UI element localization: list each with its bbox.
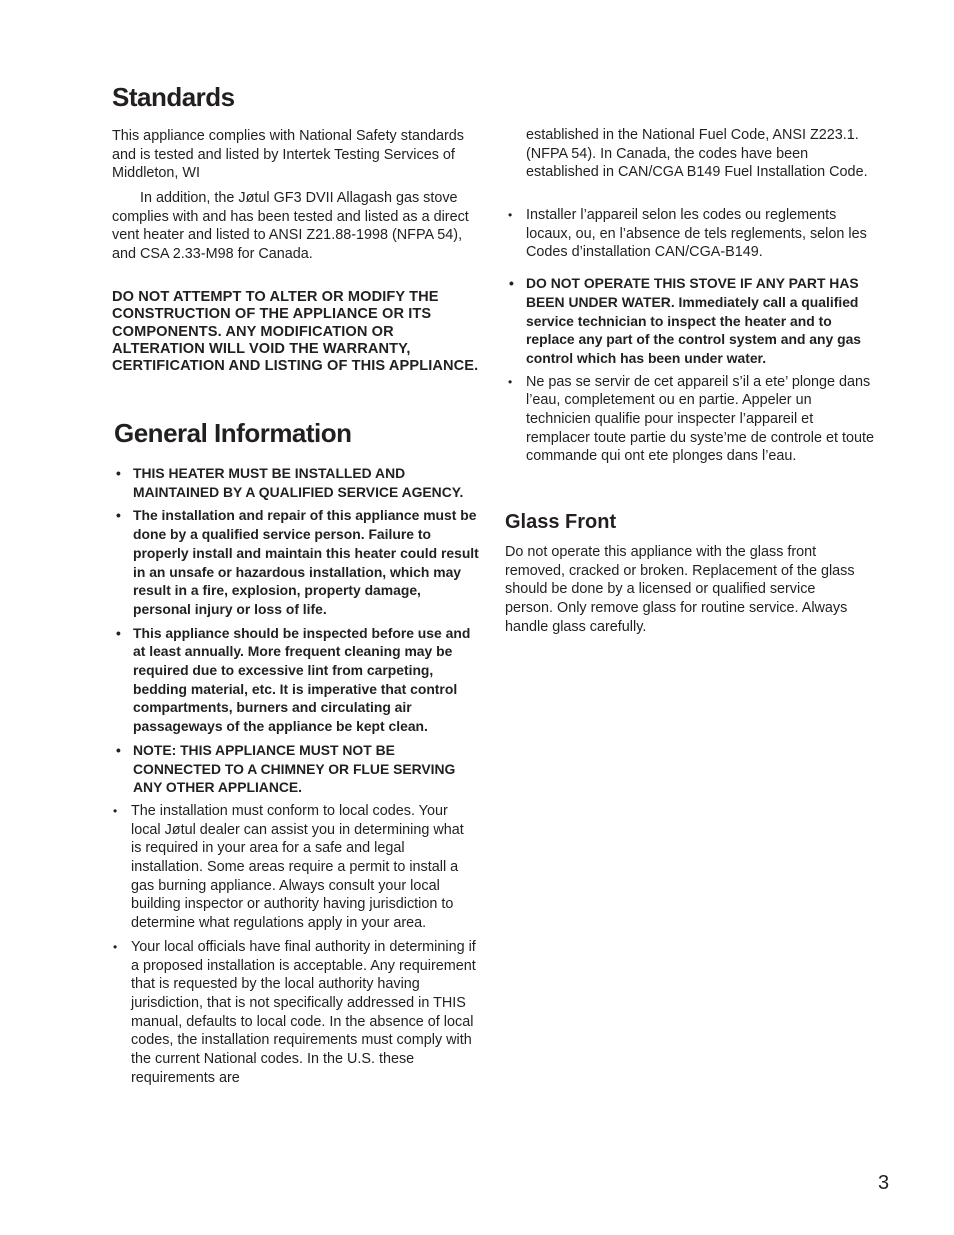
standards-paragraph-1: This appliance complies with National Safety standards and is tested and listed by Intertek Testing Services of Middleton, WI <box>112 128 464 182</box>
modification-warning: DO NOT ATTEMPT TO ALTER OR MODIFY THE CONSTRUCTION OF THE APPLIANCE OR ITS COMPONENTS. ANY MODIFICATION OR ALTERATION WILL VOID THE WARRANTY, CERTIFICATION AND LISTING OF THIS APPLIANCE. <box>112 289 479 375</box>
standards-heading: Standards <box>112 82 235 112</box>
bullet-icon: • <box>116 624 121 641</box>
list-item-text: The installation must conform to local codes. Your local Jøtul dealer can assist you in determining what is required in your area for a safe and legal installation. Some areas require a permit to install a gas burning appliance. Always consult your local building inspector or authority having jurisdiction to determine what regulations apply in your area. <box>131 802 464 932</box>
list-item-text: The installation and repair of this appliance must be done by a qualified service person. Failure to properly install and maintain this heater could result in an unsafe or hazardous installation, which may result in a fire, explosion, property damage, personal injury or loss of life. <box>133 507 479 617</box>
bullet-icon: • <box>508 208 513 222</box>
list-item <box>509 274 876 368</box>
standards-paragraph-2 <box>112 189 480 264</box>
general-information-list-continued <box>508 206 876 471</box>
list-item <box>116 506 480 618</box>
general-information-heading: General Information <box>114 418 352 448</box>
glass-front-paragraph: Do not operate this appliance with the glass front removed, cracked or broken. Replacement of the glass should be done by a licensed or qualified service person. Only remove glass for routine service. Always handle glass carefully. <box>505 544 855 635</box>
bullet-icon: • <box>116 465 121 481</box>
list-item-continuation: established in the National Fuel Code, ANSI Z223.1.(NFPA 54). In Canada, the codes have been established in CAN/CGA B149 Fuel Installation Code. <box>526 127 868 181</box>
bullet-icon: • <box>116 741 121 758</box>
bullet-icon: • <box>508 374 513 389</box>
list-item-text: This appliance should be inspected before use and at least annually. More frequent cleaning may be required due to excessive lint from carpeting, bedding material, etc. It is imperative that control compartments, burners and circulating air passageways of the appliance be kept clean. <box>133 624 471 735</box>
list-item-text: DO NOT OPERATE THIS STOVE IF ANY PART HAS BEEN UNDER WATER. Immediately call a qualified service technician to inspect the heater and to replace any part of the control system and any gas control which has been under water. <box>526 275 862 366</box>
general-information-list <box>113 464 480 1093</box>
list-item-text: Ne pas se servir de cet appareil s’il a ete’ plonge dans l’eau, completement ou en partie. Appeler un technicien qualifie pour inspecter l’appareil et remplacer toute partie du syste’me de controle et toute commande qui ont ete plonges dans l’eau. <box>526 373 874 465</box>
bullet-icon: • <box>113 939 118 954</box>
bullet-icon: • <box>509 275 514 292</box>
glass-front-heading: Glass Front <box>505 511 617 533</box>
list-item-text: Your local officials have final authority in determining if a proposed installation is acceptable. Any requirement that is requested by the local authority having jurisdiction, that is not specifically addressed in THIS manual, defaults to local code. In the absence of local codes, the installation requirements must comply with the current National codes. In the U.S. these requirements are <box>131 938 476 1086</box>
list-item-text: NOTE: THIS APPLIANCE MUST NOT BE CONNECTED TO A CHIMNEY OR FLUE SERVING ANY OTHER APPLIANCE. <box>133 741 456 796</box>
list-item <box>508 206 876 262</box>
list-item <box>508 373 876 467</box>
list-item <box>113 938 478 1088</box>
standards-paragraph-2-text: In addition, the Jøtul GF3 DVII Allagash gas stove complies with and has been tested and listed as a direct vent heater and listed to ANSI Z21.88-1998 (NFPA 54), and CSA 2.33-M98 for Canada. <box>112 190 469 263</box>
list-item-text: Installer l’appareil selon les codes ou reglements locaux, ou, en l’absence de tels reglements, selon les Codes d’installation CAN/CGA-B149. <box>526 207 867 261</box>
page-number: 3 <box>878 1172 890 1194</box>
list-item <box>116 464 480 501</box>
list-item <box>113 802 478 933</box>
list-item-text: THIS HEATER MUST BE INSTALLED AND MAINTAINED BY A QUALIFIED SERVICE AGENCY. <box>133 465 464 500</box>
list-item <box>116 741 480 797</box>
bullet-icon: • <box>113 803 118 818</box>
bullet-icon: • <box>116 507 121 524</box>
list-item <box>116 624 480 736</box>
